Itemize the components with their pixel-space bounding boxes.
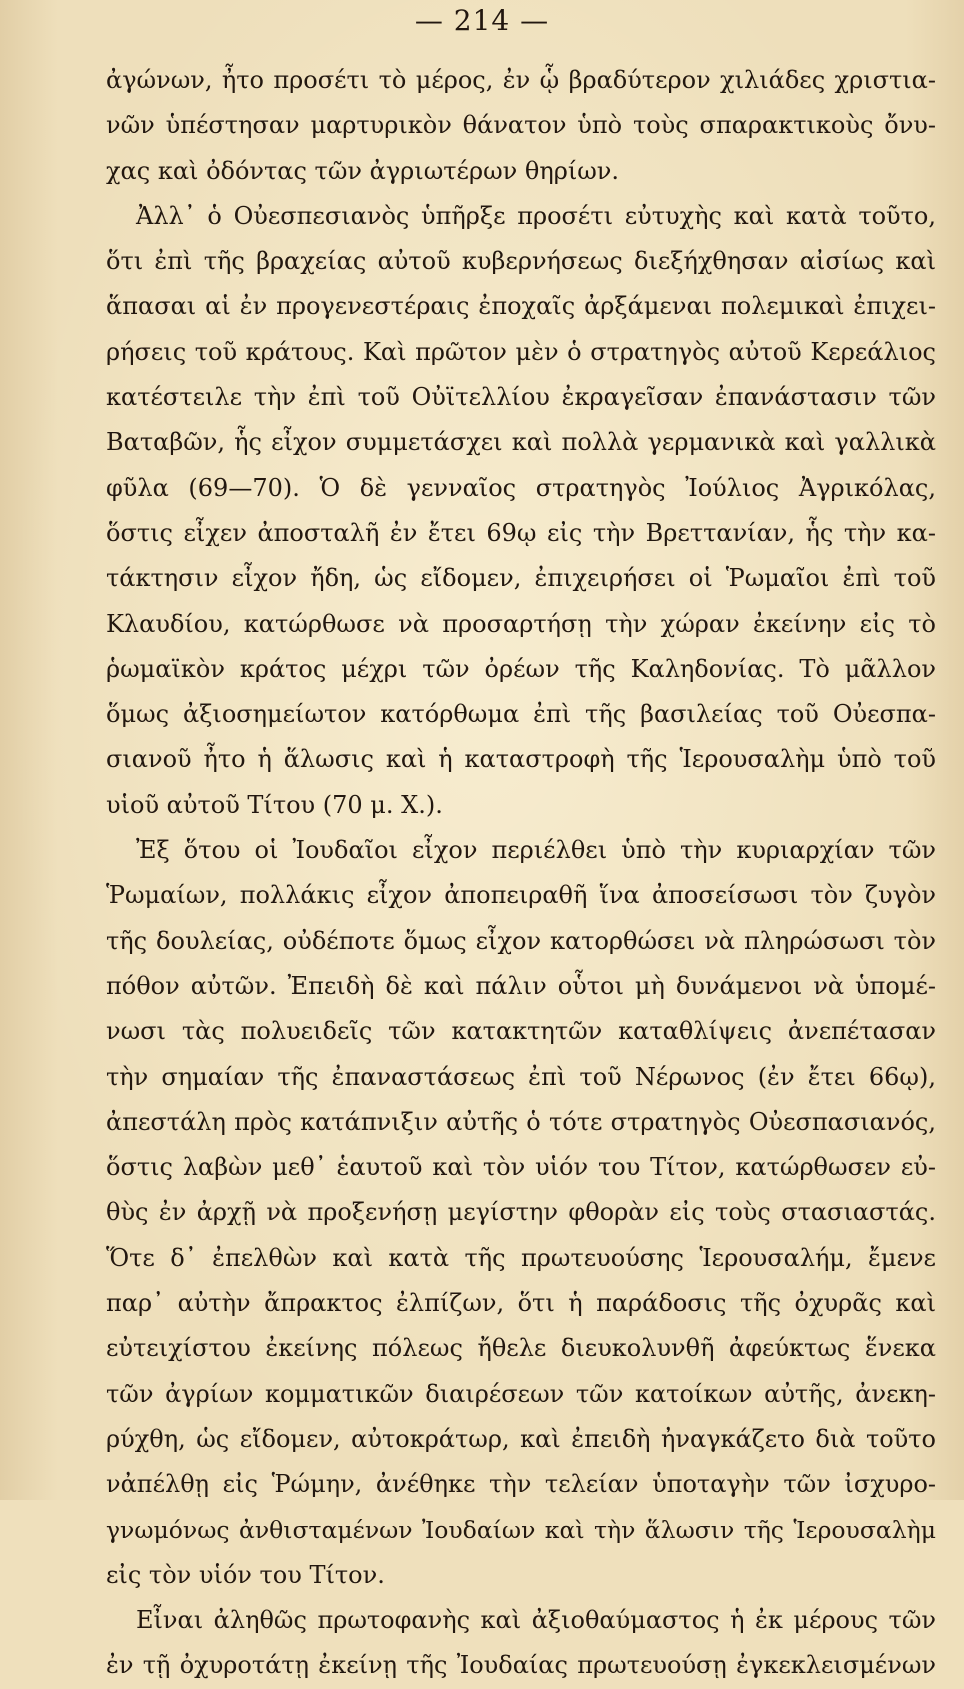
- text-line: τάκτησιν εἶχον ἤδη, ὡς εἴδομεν, ἐπιχειρήσει οἱ Ῥωμαῖοι ἐπὶ τοῦ: [106, 564, 936, 593]
- text-line: ὅστις εἶχεν ἀποσταλῆ ἐν ἔτει 69ῳ εἰς τὴν Βρεττανίαν, ἧς τὴν κα-: [106, 518, 936, 547]
- text-line: εὐτειχίστου ἐκείνης πόλεως ἤθελε διευκολυνθῆ ἀφεύκτως ἕνεκα: [106, 1334, 936, 1363]
- text-line: νωσι τὰς πολυειδεῖς τῶν κατακτητῶν καταθλίψεις ἀνεπέτασαν: [106, 1017, 936, 1046]
- text-line: ἀπεστάλη πρὸς κατάπνιξιν αὐτῆς ὁ τότε στρατηγὸς Οὐεσπασιανός,: [106, 1107, 936, 1136]
- text-line: τῶν ἀγρίων κομματικῶν διαιρέσεων τῶν κατοίκων αὐτῆς, ἀνεκη-: [106, 1379, 936, 1408]
- text-line: κατέστειλε τὴν ἐπὶ τοῦ Οὐϊτελλίου ἐκραγεῖσαν ἐπανάστασιν τῶν: [106, 383, 936, 412]
- text-line: Ἀλλ᾽ ὁ Οὐεσπεσιανὸς ὑπῆρξε προσέτι εὐτυχὴς καὶ κατὰ τοῦτο,: [136, 201, 936, 230]
- text-line: νῶν ὑπέστησαν μαρτυρικὸν θάνατον ὑπὸ τοὺς σπαρακτικοὺς ὄνυ-: [106, 111, 936, 140]
- text-line: ρύχθη, ὡς εἴδομεν, αὐτοκράτωρ, καὶ ἐπειδὴ ἠναγκάζετο διὰ τοῦτο: [106, 1424, 936, 1453]
- text-line: Βαταβῶν, ἧς εἶχον συμμετάσχει καὶ πολλὰ γερμανικὰ καὶ γαλλικὰ: [106, 428, 936, 457]
- text-line: Κλαυδίου, κατώρθωσε νὰ προσαρτήσῃ τὴν χώραν ἐκείνην εἰς τὸ: [106, 609, 936, 638]
- text-line: ἀγώνων, ἦτο προσέτι τὸ μέρος, ἐν ᾧ βραδύτερον χιλιάδες χριστια-: [106, 66, 936, 94]
- text-line: ἅπασαι αἱ ἐν προγενεστέραις ἐποχαῖς ἀρξάμεναι πολεμικαὶ ἐπιχει-: [106, 292, 936, 321]
- page-number: — 214 —: [414, 4, 550, 37]
- text-line: ὅτι ἐπὶ τῆς βραχείας αὐτοῦ κυβερνήσεως διεξήχθησαν αἰσίως καὶ: [106, 247, 936, 276]
- text-line: Ἐξ ὅτου οἱ Ἰουδαῖοι εἶχον περιέλθει ὑπὸ τὴν κυριαρχίαν τῶν: [136, 836, 936, 865]
- text-line: τῆς δουλείας, οὐδέποτε ὅμως εἶχον κατορθώσει νὰ πληρώσωσι τὸν: [106, 926, 936, 955]
- text-line: ἐν τῇ ὀχυροτάτῃ ἐκείνῃ τῆς Ἰουδαίας πρωτευούσῃ ἐγκεκλεισμένων: [106, 1651, 936, 1680]
- text-line: παρ᾽ αὐτὴν ἄπρακτος ἐλπίζων, ὅτι ἡ παράδοσις τῆς ὀχυρᾶς καὶ: [106, 1289, 936, 1318]
- body-text: [106, 58, 936, 1689]
- text-line: Ῥωμαίων, πολλάκις εἶχον ἀποπειραθῆ ἵνα ἀποσείσωσι τὸν ζυγὸν: [106, 881, 936, 910]
- text-line: τὴν σημαίαν τῆς ἐπαναστάσεως ἐπὶ τοῦ Νέρωνος (ἐν ἔτει 66ῳ),: [106, 1062, 936, 1091]
- text-line: υἱοῦ αὐτοῦ Τίτου (70 μ. Χ.).: [106, 790, 443, 819]
- text-line: ὅμως ἀξιοσημείωτον κατόρθωμα ἐπὶ τῆς βασιλείας τοῦ Οὐεσπα-: [106, 700, 936, 729]
- text-line: γνωμόνως ἀνθισταμένων Ἰουδαίων καὶ τὴν ἅλωσιν τῆς Ἱερουσαλὴμ: [106, 1515, 936, 1544]
- text-line: ρήσεις τοῦ κράτους. Καὶ πρῶτον μὲν ὁ στρατηγὸς αὐτοῦ Κερεάλιος: [106, 337, 936, 366]
- text-line: Ὅτε δ᾽ ἐπελθὼν καὶ κατὰ τῆς πρωτευούσης Ἱερουσαλήμ, ἔμενε: [106, 1243, 936, 1272]
- text-line: σιανοῦ ἦτο ἡ ἅλωσις καὶ ἡ καταστροφὴ τῆς Ἱερουσαλὴμ ὑπὸ τοῦ: [106, 745, 936, 774]
- text-line: Εἶναι ἀληθῶς πρωτοφανὴς καὶ ἀξιοθαύμαστος ἡ ἐκ μέρους τῶν: [136, 1606, 936, 1635]
- text-line: εἰς τὸν υἱόν του Τίτον.: [106, 1560, 385, 1589]
- text-line: ῥωμαϊκὸν κράτος μέχρι τῶν ὀρέων τῆς Καληδονίας. Τὸ μᾶλλον: [106, 654, 936, 683]
- text-line: φῦλα (69—70). Ὁ δὲ γενναῖος στρατηγὸς Ἰούλιος Ἀγρικόλας,: [106, 473, 936, 502]
- text-line: ὅστις λαβὼν μεθ᾽ ἑαυτοῦ καὶ τὸν υἱόν του Τίτον, κατώρθωσεν εὐ-: [106, 1153, 936, 1182]
- text-line: νἀπέλθῃ εἰς Ῥώμην, ἀνέθηκε τὴν τελείαν ὑποταγὴν τῶν ἰσχυρο-: [106, 1470, 936, 1499]
- text-line: χας καὶ ὀδόντας τῶν ἀγριωτέρων θηρίων.: [106, 156, 620, 185]
- text-line: θὺς ἐν ἀρχῇ νὰ προξενήσῃ μεγίστην φθορὰν εἰς τοὺς στασιαστάς.: [106, 1198, 936, 1227]
- text-line: πόθον αὐτῶν. Ἐπειδὴ δὲ καὶ πάλιν οὗτοι μὴ δυνάμενοι νὰ ὑπομέ-: [106, 971, 936, 1000]
